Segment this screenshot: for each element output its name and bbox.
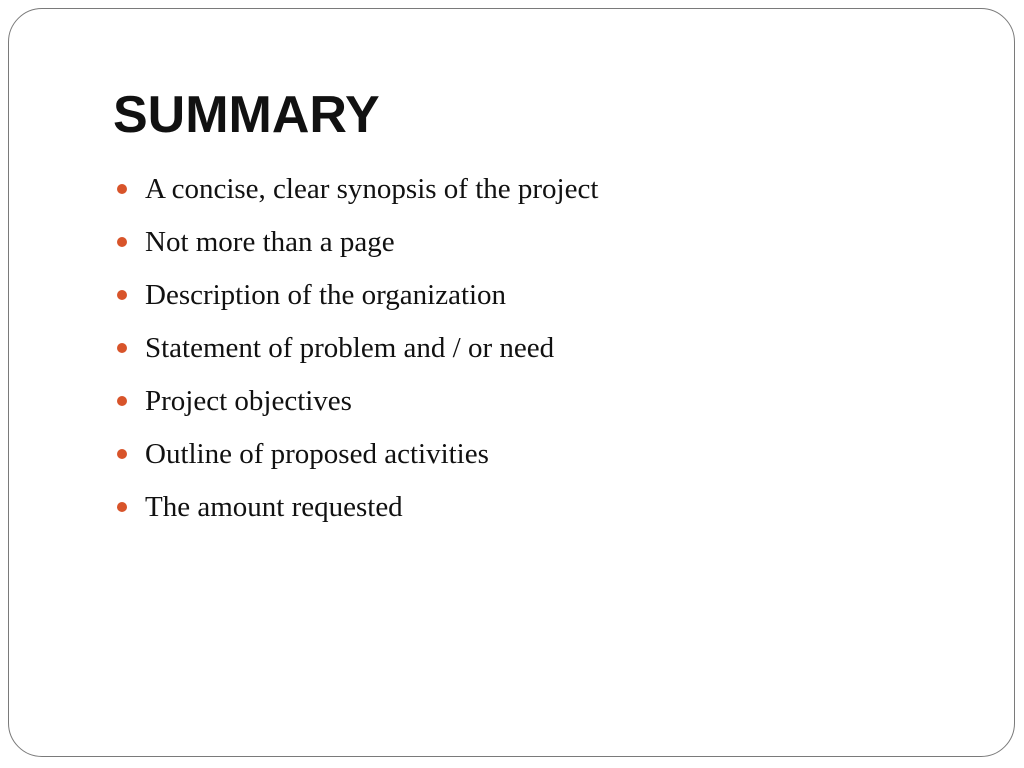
bullet-item bbox=[113, 276, 598, 329]
bullet-dot-icon bbox=[117, 396, 127, 406]
bullet-item bbox=[113, 329, 598, 382]
bullet-item bbox=[113, 488, 598, 541]
slide-title: SUMMARY bbox=[113, 86, 380, 144]
bullet-text: Project objectives bbox=[145, 385, 352, 417]
bullet-text: Description of the organization bbox=[145, 279, 507, 311]
bullet-item bbox=[113, 435, 598, 488]
bullet-list bbox=[113, 170, 598, 541]
bullet-item bbox=[113, 382, 598, 435]
bullet-dot-icon bbox=[117, 290, 127, 300]
bullet-dot-icon bbox=[117, 449, 127, 459]
bullet-dot-icon bbox=[117, 184, 127, 194]
bullet-text: Statement of problem and / or need bbox=[145, 332, 555, 364]
slide bbox=[8, 8, 1015, 757]
bullet-text: Not more than a page bbox=[145, 226, 395, 258]
bullet-dot-icon bbox=[117, 237, 127, 247]
bullet-text: A concise, clear synopsis of the project bbox=[145, 173, 599, 205]
bullet-dot-icon bbox=[117, 502, 127, 512]
bullet-text: The amount requested bbox=[145, 491, 403, 523]
bullet-dot-icon bbox=[117, 343, 127, 353]
bullet-item bbox=[113, 223, 598, 276]
bullet-text: Outline of proposed activities bbox=[145, 438, 489, 470]
bullet-item bbox=[113, 170, 598, 223]
